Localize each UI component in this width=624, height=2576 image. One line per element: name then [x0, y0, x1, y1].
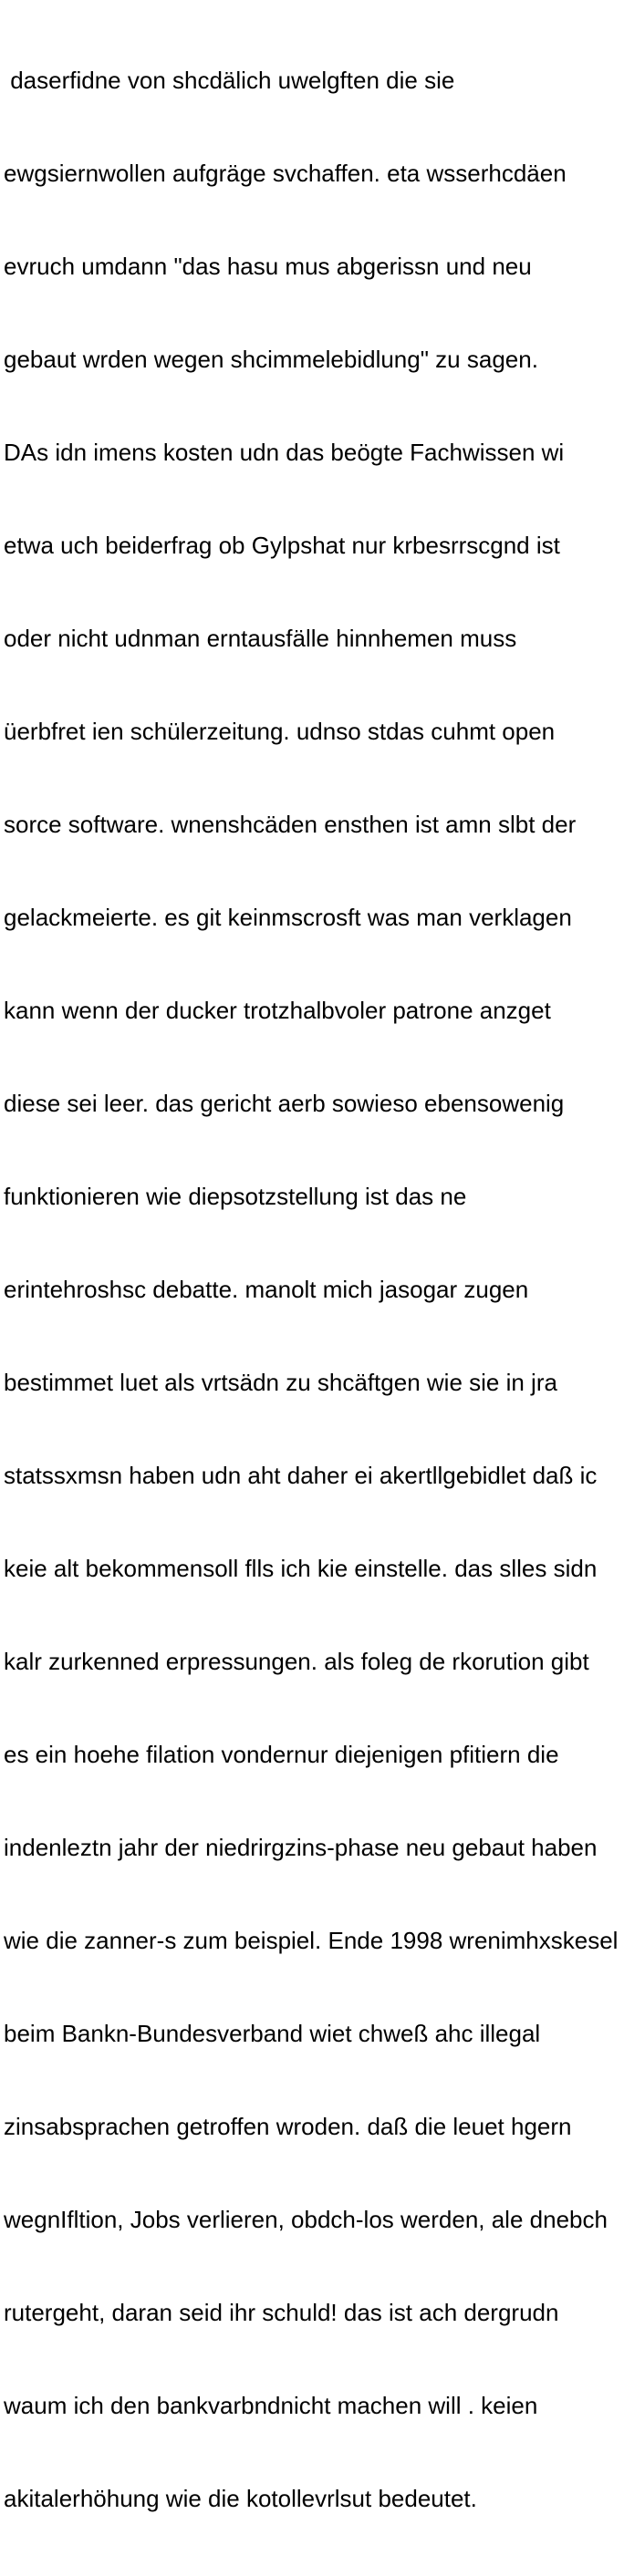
text-line: rutergeht, daran seid ihr schuld! das ist ach dergrudn	[4, 2299, 559, 2326]
text-line: DAs idn imens kosten udn das beögte Fachwissen wi	[4, 439, 565, 466]
text-line: etwa uch beiderfrag ob Gylpshat nur krbesrrscgnd ist	[4, 532, 560, 559]
text-line: gebaut wrden wegen shcimmelebidlung" zu sagen.	[4, 346, 538, 373]
text-paragraph	[4, 3, 622, 2576]
text-line: kann wenn der ducker trotzhalbvoler patrone anzget	[4, 997, 551, 1024]
text-line: zinsabsprachen getroffen wroden. daß die leuet hgern	[4, 2113, 572, 2140]
text-line: kalr zurkenned erpressungen. als foleg de rkorution gibt	[4, 1648, 589, 1675]
text-line: diese sei leer. das gericht aerb sowieso ebensowenig	[4, 1090, 565, 1117]
text-line: akitalerhöhung wie die kotollevrlsut bedeutet.	[4, 2485, 477, 2512]
text-line: daserfidne von shcdälich uwelgften die sie	[4, 67, 455, 94]
text-line: bestimmet luet als vrtsädn zu shcäftgen wie sie in jra	[4, 1369, 557, 1396]
text-line: üerbfret ien schülerzeitung. udnso stdas cuhmt open	[4, 718, 556, 745]
text-line: ewgsiernwollen aufgräge svchaffen. eta wsserhcdäen	[4, 160, 567, 187]
text-line: oder nicht udnman erntausfälle hinnhemen muss	[4, 625, 517, 652]
text-line: gelackmeierte. es git keinmscrosft was man verklagen	[4, 904, 572, 931]
text-line: waum ich den bankvarbndnicht machen will . keien	[4, 2392, 538, 2419]
text-line: statssxmsn haben udn aht daher ei akertllgebidlet daß ic	[4, 1462, 598, 1489]
text-line: es ein hoehe filation vondernur diejenigen pfitiern die	[4, 1741, 559, 1768]
text-line: beim Bankn-Bundesverband wiet chweß ahc illegal	[4, 2020, 541, 2047]
text-line: wegnIfltion, Jobs verlieren, obdch-los werden, ale dnebch	[4, 2206, 608, 2233]
text-line: indenleztn jahr der niedrirgzins-phase neu gebaut haben	[4, 1834, 598, 1861]
text-line: evruch umdann "das hasu mus abgerissn und neu	[4, 253, 532, 280]
text-line: sorce software. wnenshcäden ensthen ist amn slbt der	[4, 811, 577, 838]
text-line: wie die zanner-s zum beispiel. Ende 1998 wrenimhxskesel	[4, 1927, 619, 1954]
text-line: erintehroshsc debatte. manolt mich jasogar zugen	[4, 1276, 529, 1303]
text-line: funktionieren wie diepsotzstellung ist das ne	[4, 1183, 467, 1210]
text-line: keie alt bekommensoll flls ich kie einstelle. das slles sidn	[4, 1555, 598, 1582]
